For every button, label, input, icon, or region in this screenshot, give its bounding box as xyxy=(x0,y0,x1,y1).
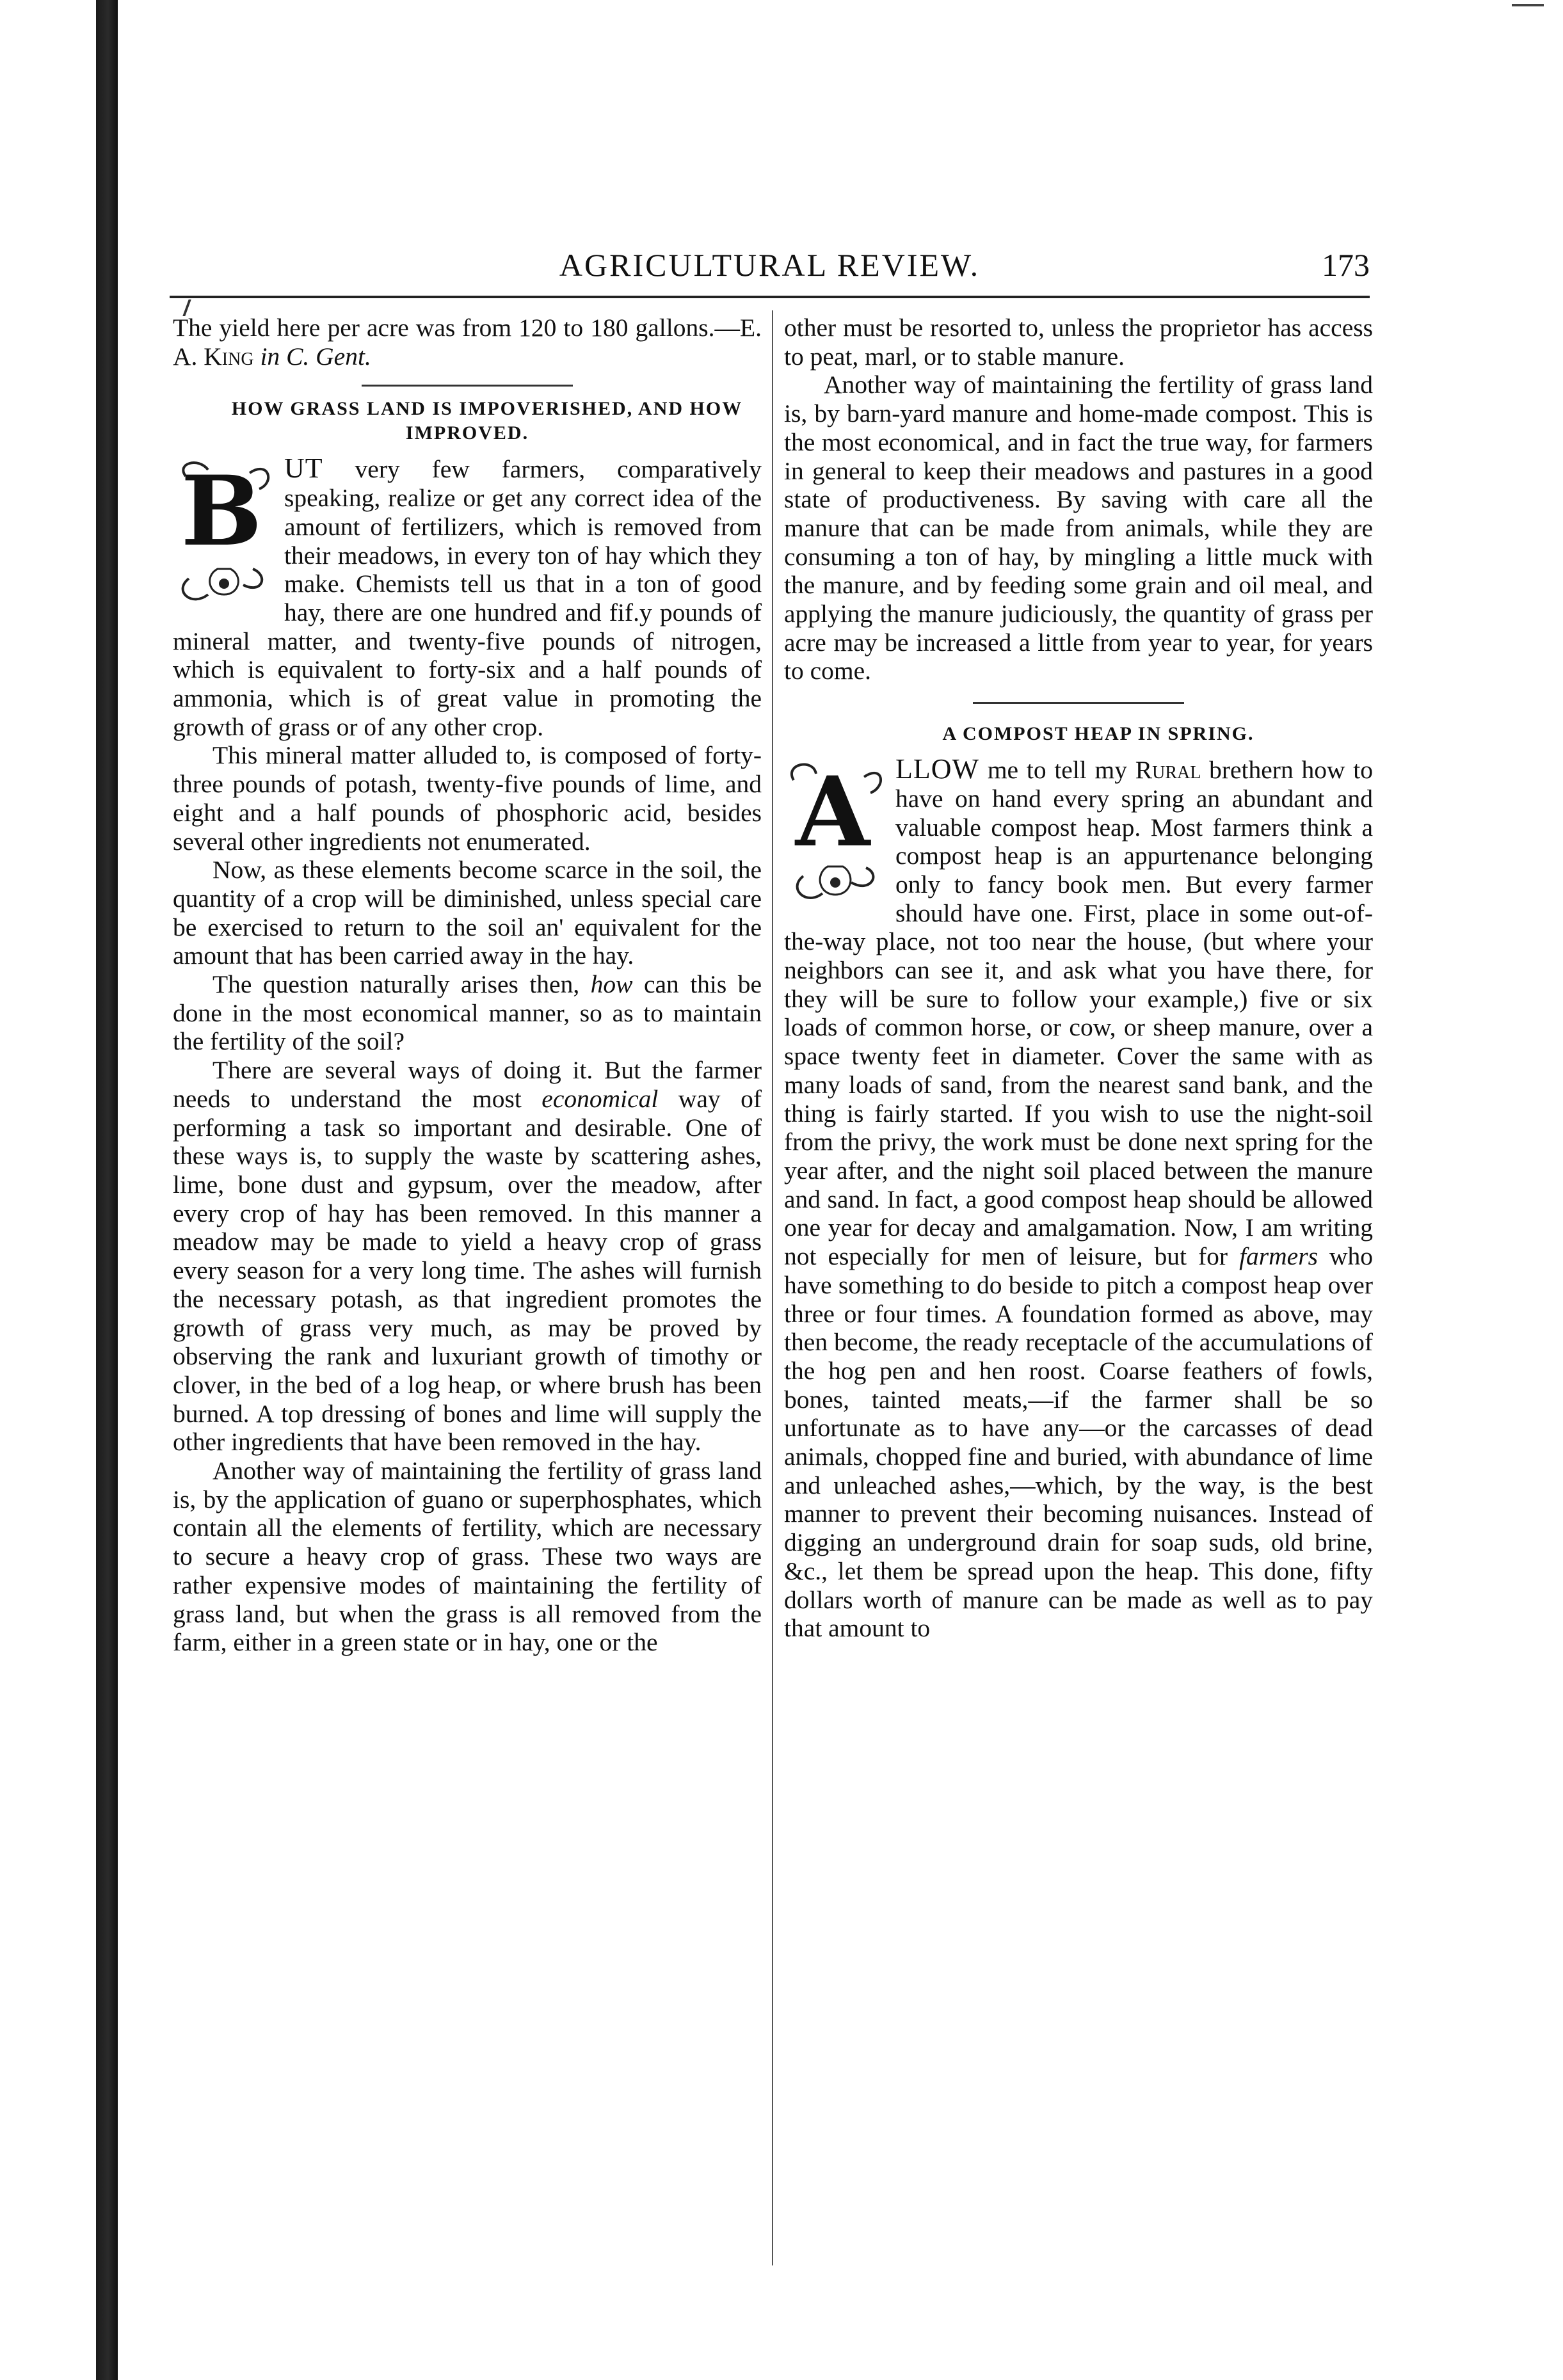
lead-word: UT xyxy=(284,452,323,484)
paragraph-text: The question naturally arises then, xyxy=(212,970,591,999)
article-paragraph: Now, as these elements become scarce in the soil, the quantity of a crop will be diminished, unless special care be exercised to return to the soil an' equivalent for the amount that has been carried away in the hay. xyxy=(173,856,762,970)
continuation-paragraph: other must be resorted to, unless the proprietor has access to peat, marl, or to stable manure. xyxy=(784,314,1373,371)
dropcap-letter: A xyxy=(795,756,870,869)
section-rule xyxy=(973,702,1184,704)
scan-mark xyxy=(1512,4,1544,6)
article-paragraph xyxy=(784,755,1373,1643)
intro-in: in xyxy=(253,342,287,371)
article-paragraph: Another way of maintaining the fertility of grass land is, by the application of guano or superphosphates, which contain all the elements of fertility, which are necessary to secure a heavy crop of grass. These two ways are rather expensive modes of maintaining the fertility of grass land, but when the grass is all removed from the farm, either in a green state or in hay, one or the xyxy=(173,1457,762,1657)
ornamental-dropcap-a xyxy=(784,758,886,911)
running-title: AGRICULTURAL REVIEW. xyxy=(559,247,981,283)
paragraph-text: There are several ways of doing it. But the farmer needs to understand the most xyxy=(173,1056,762,1113)
article-heading: HOW GRASS LAND IS IMPOVERISHED, AND HOW IMPROVED. xyxy=(231,398,743,444)
intro-source: C. Gent. xyxy=(286,342,371,371)
paragraph-text: me to tell my xyxy=(979,756,1135,785)
article-paragraph: Another way of maintaining the fertility of grass land is, by barn-yard manure and home-made compost. This is the most economical, and in fact the true way, for farmers in general to keep their meadows and pastures in a good state of productiveness. By saving with care all the manure that can be made from animals, while they are consuming a ton of hay, by mingling a little muck with the manure, and by feeding some grain and oil meal, and applying the manure judiciously, the quantity of grass per acre may be increased a little from year to year, for years to come. xyxy=(784,371,1373,685)
article-paragraph: This mineral matter alluded to, is composed of forty-three pounds of potash, twenty-five pounds of lime, and eight and a half pounds of phosphoric acid, besides several other ingredients not enumerated. xyxy=(173,741,762,856)
article-heading: A COMPOST HEAP IN SPRING. xyxy=(942,723,1254,745)
header-rule xyxy=(170,296,1370,298)
page-number: 173 xyxy=(1322,247,1370,283)
intro-paragraph xyxy=(173,314,762,371)
dropcap-letter: B xyxy=(180,455,262,568)
column-divider xyxy=(772,310,773,2265)
article-paragraph xyxy=(173,970,762,1056)
section-rule xyxy=(362,385,573,387)
lead-word: LLOW xyxy=(895,753,980,785)
paragraph-text: way of performing a task so important and desirable. One of these ways is, to supply the waste by scattering ashes, lime, bone dust and gypsum, over the meadow, after every crop of hay has been removed. In this manner a meadow may be made to yield a heavy crop of grass every season for a very long time. The ashes will furnish the necessary potash, as that ingredient promotes the growth of grass very much, as may be proved by observing the rank and luxuriant growth of timothy or clover, in the bed of a log heap, or where brush has been burned. A top dressing of bones and lime will supply the other ingredients that have been removed in the hay. xyxy=(173,1084,762,1457)
book-binding-shadow xyxy=(96,0,118,2380)
intro-text: The yield here per acre was from 120 to 180 gallons.—E. A. xyxy=(173,314,762,371)
left-column xyxy=(173,314,762,1657)
emphasis: farmers xyxy=(1239,1242,1318,1271)
paragraph-text: very few farmers, comparatively speaking, realize or get any correct idea of the amount of fertilizers, which is removed from their meadows, in every ton of hay which they make. Chemists tell us that in a ton of good hay, there are one hundred and fif.y pounds of mineral matter, and twenty-five pounds of nitrogen, which is equivalent to forty-six and a half pounds of ammonia, which is of great value in promoting the growth of grass or of any other crop. xyxy=(173,455,762,741)
paragraph-text: who have something to do beside to pitch a compost heap over three or four times. A foundation formed as above, may then become, the ready receptacle of the accumulations of the hog pen and hen roost. Coarse feathers of fowls, bones, tainted meats,—if the farmer shall be so unfortunate as to have any—or the carcasses of dead animals, chopped fine and buried, with abundance of lime and unleached ashes,—which, by the way, is the best manner to prevent their becoming nuisances. Instead of digging an underground drain for soap suds, old brine, &c., let them be spread upon the heap. This done, fifty dollars worth of manure can be made as well as to pay that amount to xyxy=(784,1242,1373,1643)
article-paragraph xyxy=(173,454,762,741)
emphasis: economical xyxy=(541,1084,659,1113)
ornamental-dropcap-b xyxy=(173,457,275,611)
paragraph-text: brethern how to have on hand every spring an abundant and valuable compost heap. Most farmers think a compost heap is an appurtenance belonging only to fancy book men. But every farmer should have one. First, place in some out-of-the-way place, not too near the house, (but where your neighbors can see it, and ask what you have there, for they will be sure to follow your example,) five or six loads of common horse, or cow, or sheep manure, over a space twenty feet in diameter. Cover the same with as many loads of sand, from the nearest sand bank, and the thing is fairly started. If you wish to use the night-soil from the privy, the work must be done next spring for the year after, and the night soil placed between the manure and sand. In fact, a good compost heap should be allowed one year for decay and amalgamation. Now, I am writing not especially for men of leisure, but for xyxy=(784,756,1373,1271)
paragraph-text: can this be done in the most economical manner, so as to maintain the fertility of the soil? xyxy=(173,970,762,1056)
intro-author: King xyxy=(204,342,254,371)
emphasis: how xyxy=(590,970,633,999)
right-column xyxy=(784,314,1373,1643)
running-header xyxy=(170,246,1370,291)
small-caps-word: Rural xyxy=(1135,756,1201,785)
article-paragraph xyxy=(173,1056,762,1457)
